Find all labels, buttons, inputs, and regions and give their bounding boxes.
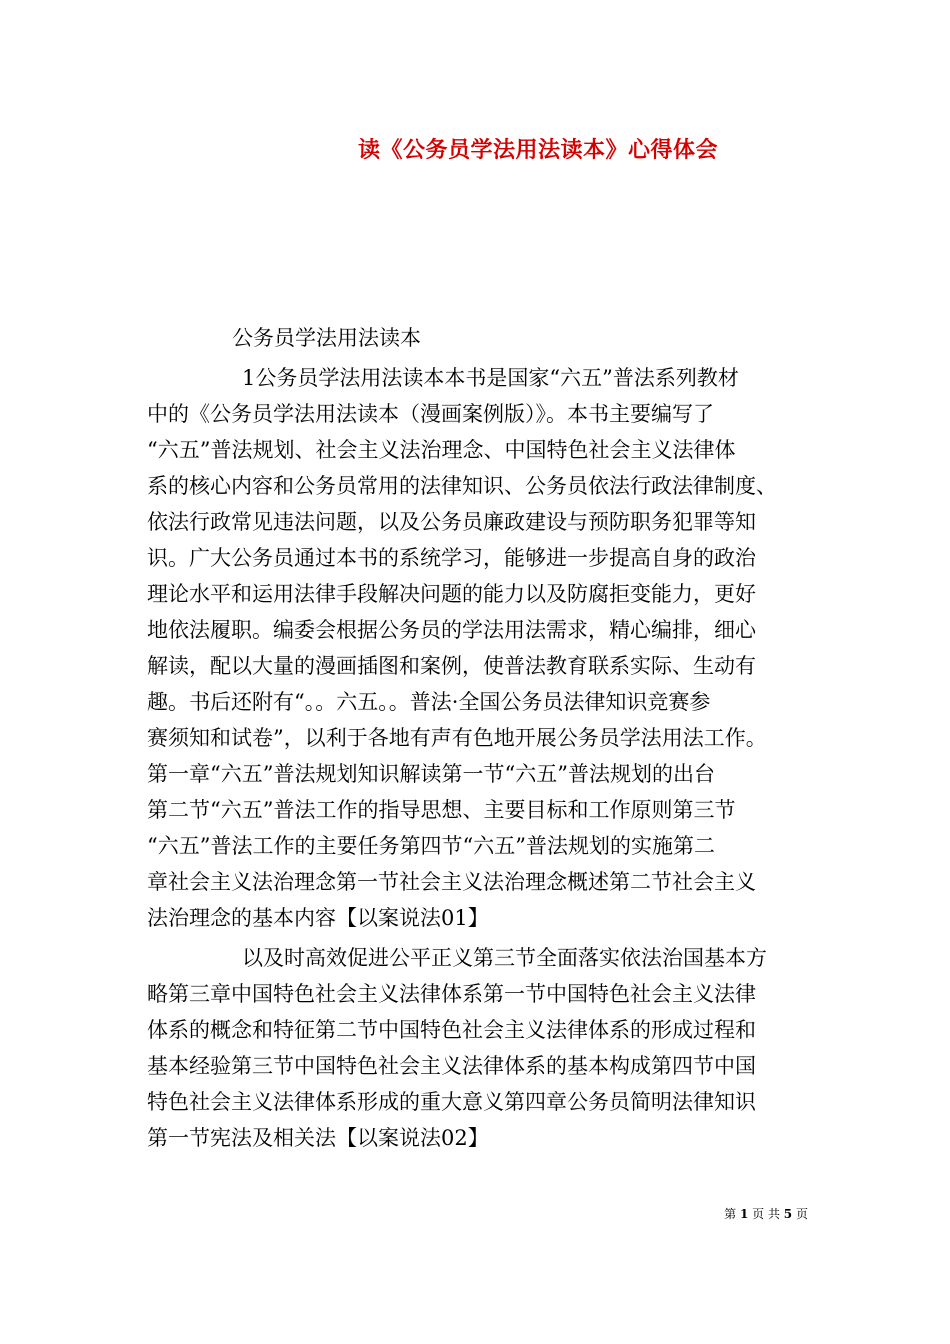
footer-page-number: 1	[739, 1207, 749, 1221]
body-line: 依法行政常见违法问题，以及公务员廉政建设与预防职务犯罪等知	[147, 510, 756, 534]
body-line: 赛须知和试卷”，以利于各地有声有色地开展公务员学法用法工作。	[147, 726, 767, 750]
body-line: 理论水平和运用法律手段解决问题的能力以及防腐拒变能力，更好	[147, 582, 756, 606]
footer-prefix: 第	[724, 1207, 737, 1221]
body-line: 第一章“六五”普法规划知识解读第一节“六五”普法规划的出台	[147, 762, 715, 786]
footer-suffix: 页	[795, 1207, 808, 1221]
body-line: 略第三章中国特色社会主义法律体系第一节中国特色社会主义法律	[147, 982, 756, 1006]
body-line: 1公务员学法用法读本本书是国家“六五”普法系列教材	[242, 366, 739, 390]
body-line: “六五”普法规划、社会主义法治理念、中国特色社会主义法律体	[147, 438, 736, 462]
body-line: 地依法履职。编委会根据公务员的学法用法需求，精心编排，细心	[147, 618, 756, 642]
body-line: 以及时高效促进公平正义第三节全面落实依法治国基本方	[242, 946, 767, 970]
body-line: 第二节“六五”普法工作的指导思想、主要目标和工作原则第三节	[147, 798, 736, 822]
body-line: 识。广大公务员通过本书的系统学习，能够进一步提高自身的政治	[147, 546, 756, 570]
body-line: 章社会主义法治理念第一节社会主义法治理念概述第二节社会主义	[147, 870, 756, 894]
body-line: 中的《公务员学法用法读本（漫画案例版）》。本书主要编写了	[147, 402, 714, 426]
body-line: 体系的概念和特征第二节中国特色社会主义法律体系的形成过程和	[147, 1018, 756, 1042]
document-title: 读《公务员学法用法读本》心得体会	[357, 138, 718, 163]
section-heading: 公务员学法用法读本	[232, 326, 421, 350]
body-line: 法治理念的基本内容【以案说法01】	[147, 906, 489, 930]
body-line: “六五”普法工作的主要任务第四节“六五”普法规划的实施第二	[147, 834, 715, 858]
footer-middle: 页 共	[752, 1207, 780, 1221]
body-line: 基本经验第三节中国特色社会主义法律体系的基本构成第四节中国	[147, 1054, 756, 1078]
body-line: 特色社会主义法律体系形成的重大意义第四章公务员简明法律知识	[147, 1090, 756, 1114]
body-line: 系的核心内容和公务员常用的法律知识、公务员依法行政法律制度、	[147, 474, 777, 498]
body-line: 第一节宪法及相关法【以案说法02】	[147, 1126, 489, 1150]
body-line: 趣。书后还附有“。。六五。。普法·全国公务员法律知识竞赛参	[147, 690, 711, 714]
footer-total-pages: 5	[783, 1207, 793, 1221]
body-line: 解读，配以大量的漫画插图和案例，使普法教育联系实际、生动有	[147, 654, 756, 678]
page-footer	[724, 1205, 808, 1222]
